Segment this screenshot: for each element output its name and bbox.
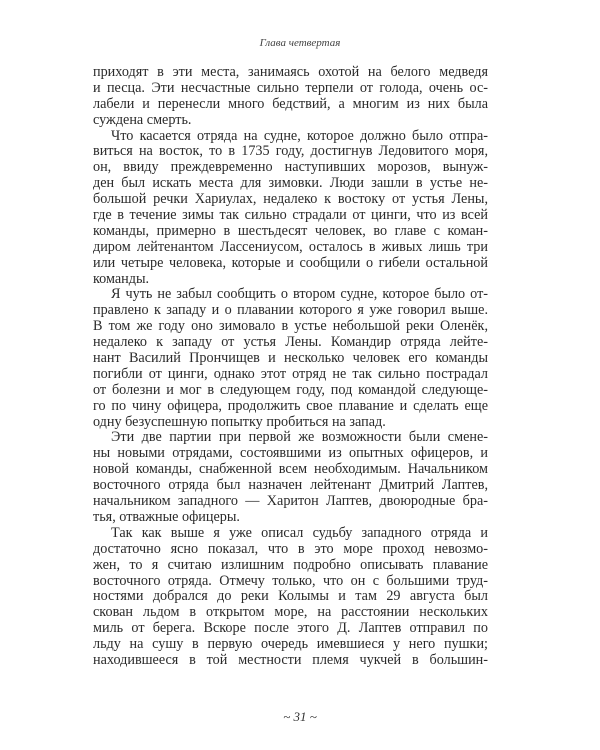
text-line: ны новыми отрядами, состоявшими из опытных офицеров, и [93,445,488,462]
text-line: виться на восток, то в 1735 году, достигнув Ледовитого моря, [93,143,488,160]
text-line: команды. [93,270,150,287]
text-line: лабели и перенесли много бедствий, а многим из них была [93,95,488,112]
text-line: В том же году оно зимовало в устье небольшой реки Оленёк, [93,318,488,335]
text-line: жен, то я считаю излишним подробно описывать плавание [93,556,488,573]
running-head: Глава четвертая [259,37,341,49]
text-line: нант Василий Прончищев и несколько человек его команды [93,350,488,367]
text-line: и песца. Эти несчастные сильно терпели от голода, очень ос- [93,79,488,96]
paragraph [93,287,488,430]
text-line: приходят в эти места, занимаясь охотой на белого медведя [93,64,488,80]
text-line: достаточно ясно показал, что в это море проход невозмо- [93,540,488,557]
page-number: ~ 31 ~ [283,709,317,724]
text-line: правлено к западу и о плавании которого я уже говорил выше. [93,302,488,319]
text-line: суждена смерть. [93,111,192,128]
text-line: го по чину офицера, продолжить свое плавание и сделать еще [93,397,488,414]
text-line: или четыре человека, которые и сообщили о гибели остальной [93,254,488,271]
text-line: большой речки Хариулах, недалеко к востоку от устья Лены, [93,191,488,208]
text-line: он, ввиду преждевременно наступивших морозов, вынуж- [93,159,488,176]
text-line: от болезни и мог в следующем году, под командой следующе- [93,381,488,398]
text-line: Эти две партии при первой же возможности были смене- [111,429,488,446]
text-line: где в течение зимы так сильно страдали от цинги, что из всей [93,207,488,224]
text-line: скован льдом в открытом море, на расстоянии нескольких [93,604,488,621]
text-line: начальником западного — Харитон Лаптев, двоюродные бра- [93,493,488,510]
paragraph [93,129,488,288]
text-line: ден был искать места для зимовки. Люди зашли в устье не- [93,175,488,192]
text-line: восточного отряда был назначен лейтенант Дмитрий Лаптев, [93,477,488,494]
paragraph [93,526,488,669]
text-line: миль от берега. Вскоре после этого Д. Лаптев отправил по [93,620,488,637]
text-line: диром лейтенантом Лассениусом, осталось в живых лишь три [93,238,488,255]
text-line: Так как выше я уже описал судьбу западного отряда и [111,524,488,541]
text-line: команды, примерно в шестьдесят человек, во главе с коман- [93,222,488,239]
text-line: льду на сушу в первую очередь имевшиеся у него пушки; [93,636,488,653]
text-line: тья, отважные офицеры. [93,508,240,525]
text-line: новой команды, снабженной всем необходимым. Начальником [93,461,488,478]
text-line: недалеко к западу от устья Лены. Командир отряда лейте- [93,334,488,351]
text-line: восточного отряда. Отмечу только, что он с большими труд- [93,572,488,589]
paragraph [93,430,488,525]
body-text [93,65,488,669]
text-line: Я чуть не забыл сообщить о втором судне, которое было от- [111,286,488,303]
text-line: одну безуспешную попытку пробиться на запад. [93,413,386,430]
text-line: погибли от цинги, однако этот отряд не так сильно пострадал [93,365,488,382]
text-line: Что касается отряда на судне, которое должно было отпра- [111,127,488,144]
text-line: находившееся в той местности племя чукчей в большин- [93,651,488,668]
paragraph [93,65,488,129]
text-line: ностями добрался до реки Колымы и там 29 августа был [93,588,488,605]
